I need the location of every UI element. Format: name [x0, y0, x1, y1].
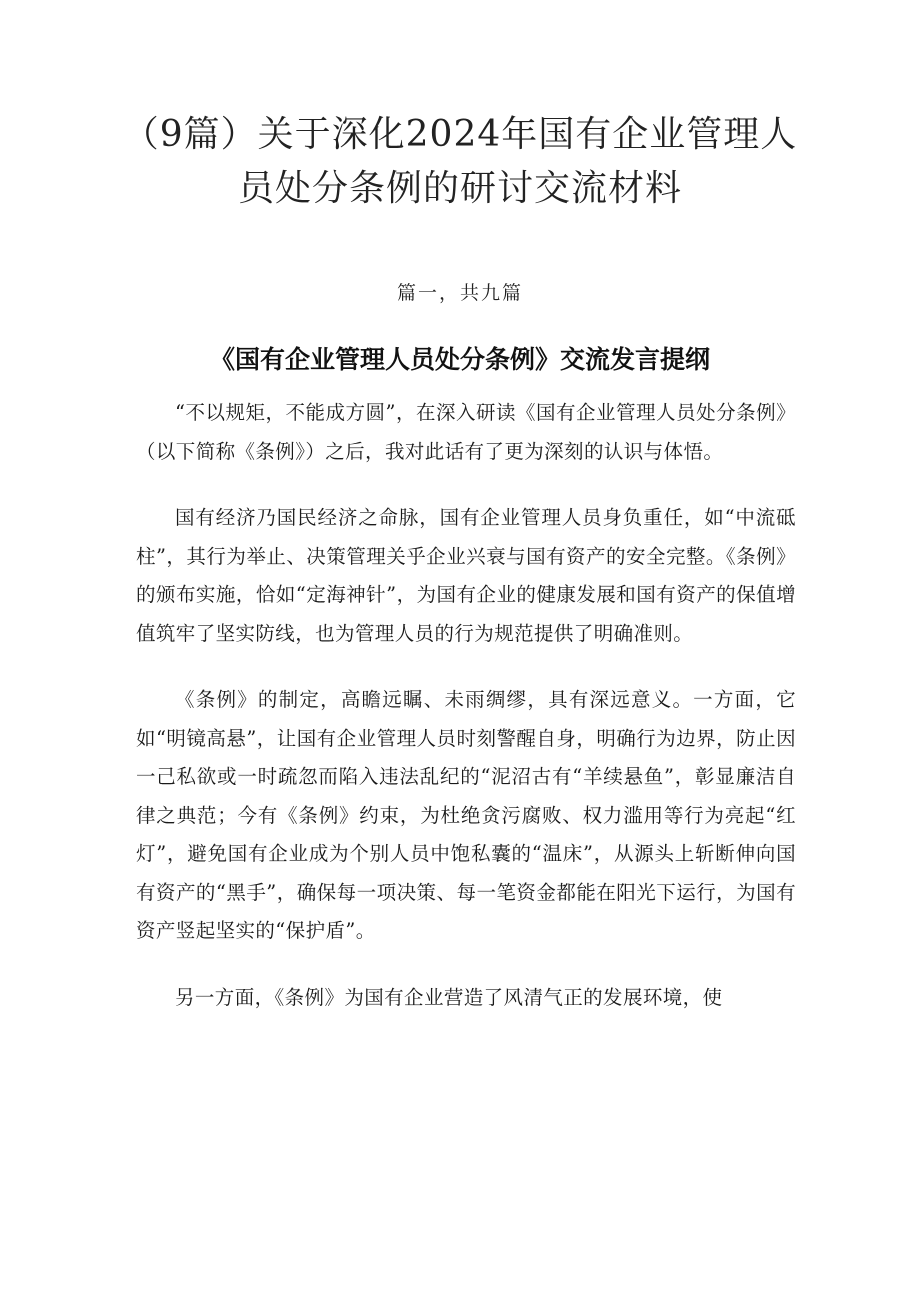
paragraph-3: 《条例》的制定，高瞻远瞩、未雨绸缪，具有深远意义。一方面，它如“明镜高悬”，让国有企业管理人员时刻警醒自身，明确行为边界，防止因一己私欲或一时疏忽而陷入违法乱纪的“泥沼古有“羊续悬鱼”，彰显廉洁自律之典范；今有《条例》约束，为杜绝贪污腐败、权力滥用等行为亮起“红灯”，避免国有企业成为个别人员中饱私囊的“温床”，从源头上斩断伸向国有资产的“黑手”，确保每一项决策、每一笔资金都能在阳光下运行，为国有资产竖起坚实的“保护盾”。 — [136, 688, 796, 942]
paragraph-2: 国有经济乃国民经济之命脉，国有企业管理人员身负重任，如“中流砥柱”，其行为举止、决策管理关乎企业兴衰与国有资产的安全完整。《条例》的颁布实施，恰如“定海神针”，为国有企业的健康发展和国有资产的保值增值筑牢了坚实防线，也为管理人员的行为规范提供了明确准则。 — [136, 506, 796, 645]
paragraph-4: 另一方面，《条例》为国有企业营造了风清气正的发展环境，使 — [175, 985, 723, 1009]
article-heading: 《国有企业管理人员处分条例》交流发言提纲 — [209, 345, 710, 374]
document-title-line-1: （9篇）关于深化2024年国有企业管理人 — [122, 114, 798, 155]
section-label: 篇一，共九篇 — [396, 282, 523, 304]
document-body — [136, 394, 796, 1045]
paragraph-1: “不以规矩，不能成方圆”，在深入研读《国有企业管理人员处分条例》（以下简称《条例》）之后，我对此话有了更为深刻的认识与体悟。 — [136, 401, 796, 463]
document-title — [120, 108, 800, 216]
document-title-line-2: 员处分条例的研讨交流材料 — [237, 168, 682, 209]
